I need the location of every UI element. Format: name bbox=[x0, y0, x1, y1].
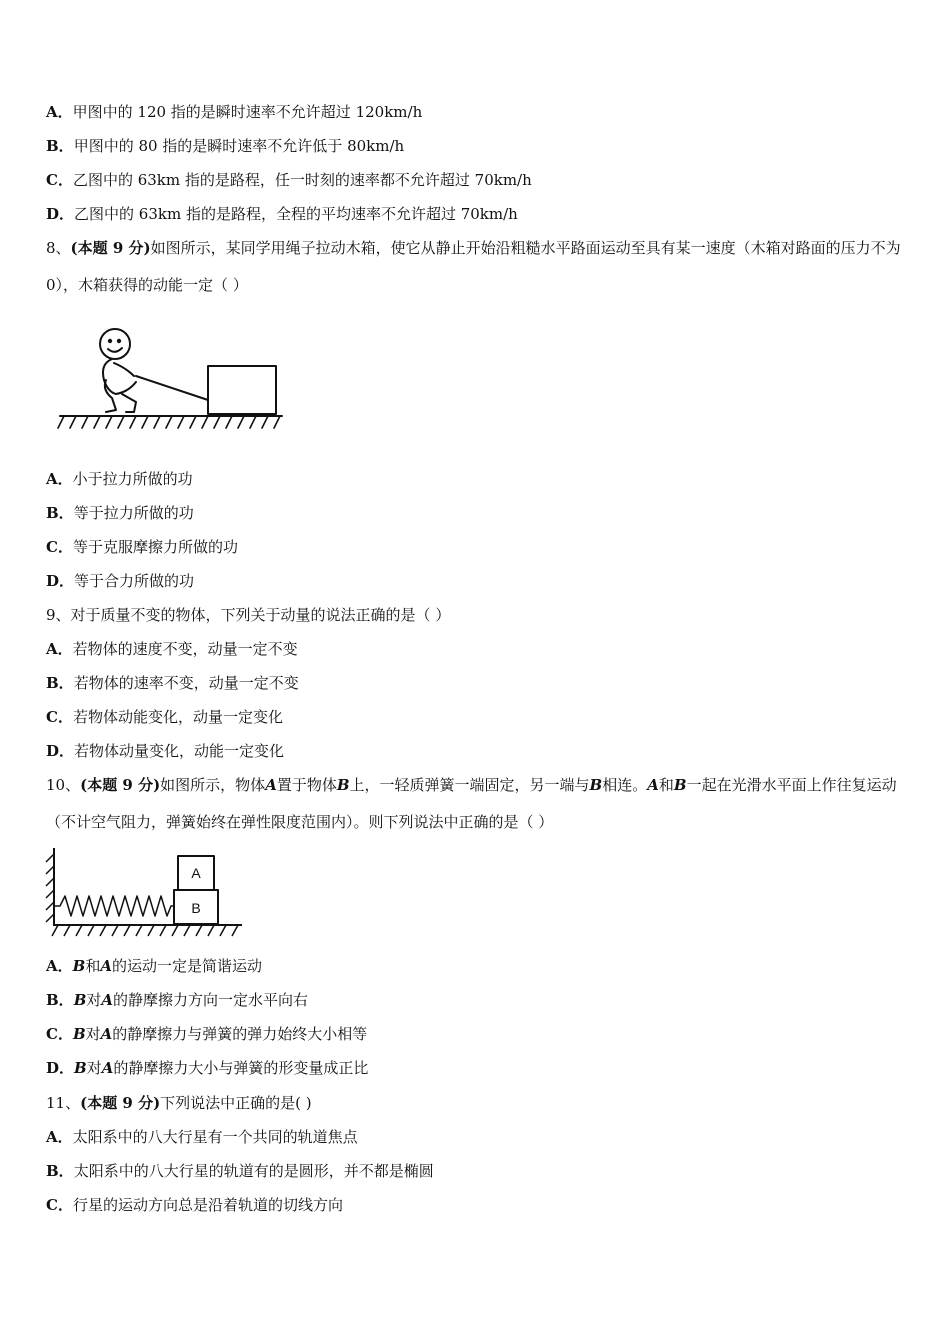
q7-option-b: B．甲图中的 80 指的是瞬时速率不允许低于 80km/h bbox=[46, 137, 405, 155]
q8-option-b: B．等于拉力所做的功 bbox=[46, 504, 194, 522]
q11-option-c: C．行星的运动方向总是沿着轨道的切线方向 bbox=[46, 1196, 343, 1214]
spring bbox=[54, 896, 174, 916]
q9-option-d: D．若物体动量变化，动能一定变化 bbox=[46, 742, 285, 760]
q7-option-d: D．乙图中的 63km 指的是路程，全程的平均速率不允许超过 70km/h bbox=[46, 205, 518, 223]
q8-option-d: D．等于合力所做的功 bbox=[46, 572, 195, 590]
q10-option-a: A．B和A的运动一定是简谐运动 bbox=[46, 957, 262, 975]
block-b-label: B bbox=[191, 900, 201, 916]
q9-option-a: A．若物体的速度不变，动量一定不变 bbox=[46, 640, 298, 658]
q8-option-a: A．小于拉力所做的功 bbox=[46, 470, 193, 488]
q7-option-b-text: 甲图中的 80 指的是瞬时速率不允许低于 80km/h bbox=[73, 137, 405, 155]
q9-option-b: B．若物体的速率不变，动量一定不变 bbox=[46, 674, 299, 692]
person-body bbox=[103, 359, 136, 394]
q10-option-c: C．B对A的静摩擦力与弹簧的弹力始终大小相等 bbox=[46, 1025, 368, 1043]
q10-stem: 10、(本题 9 分)如图所示，物体A置于物体B上，一轻质弹簧一端固定，另一端与B相连。A和B一起在光滑水平面上作往复运动（不计空气阻力，弹簧始终在弹性限度范围内）。则下列说法中正确的是（ ） bbox=[46, 776, 897, 831]
q8-option-c: C．等于克服摩擦力所做的功 bbox=[46, 538, 238, 556]
q10-option-b: B．B对A的静摩擦力方向一定水平向右 bbox=[46, 991, 309, 1009]
q10-option-d: D．B对A的静摩擦力大小与弹簧的形变量成正比 bbox=[46, 1059, 369, 1077]
q7-option-d-text: 乙图中的 63km 指的是路程，全程的平均速率不允许超过 70km/h bbox=[74, 205, 518, 223]
q11-stem: 11、(本题 9 分)下列说法中正确的是( ) bbox=[46, 1094, 312, 1112]
q9-stem: 9、对于质量不变的物体，下列关于动量的说法正确的是（ ） bbox=[46, 606, 451, 624]
q10-figure-spring-blocks bbox=[44, 846, 244, 938]
q11-option-a: A．太阳系中的八大行星有一个共同的轨道焦点 bbox=[46, 1128, 358, 1146]
q7-option-a: A．甲图中的 120 指的是瞬时速率不允许超过 120km/h bbox=[46, 103, 423, 121]
wooden-box bbox=[208, 366, 276, 414]
q7-option-a-text: 甲图中的 120 指的是瞬时速率不允许超过 120km/h bbox=[72, 103, 423, 121]
block-a-label: A bbox=[191, 865, 201, 881]
q8-figure-person-pulling-box bbox=[56, 318, 286, 438]
q7-option-c-text: 乙图中的 63km 指的是路程，任一时刻的速率都不允许超过 70km/h bbox=[72, 171, 532, 189]
q7-option-c: C．乙图中的 63km 指的是路程，任一时刻的速率都不允许超过 70km/h bbox=[46, 171, 532, 189]
rope bbox=[136, 376, 208, 400]
person-head bbox=[100, 329, 130, 359]
q8-stem: 8、(本题 9 分)如图所示，某同学用绳子拉动木箱，使它从静止开始沿粗糙水平路面运动至具有某一速度（木箱对路面的压力不为 0），木箱获得的动能一定（ ） bbox=[46, 239, 901, 294]
q11-option-b: B．太阳系中的八大行星的轨道有的是圆形，并不都是椭圆 bbox=[46, 1162, 434, 1180]
q9-option-c: C．若物体动能变化，动量一定变化 bbox=[46, 708, 283, 726]
